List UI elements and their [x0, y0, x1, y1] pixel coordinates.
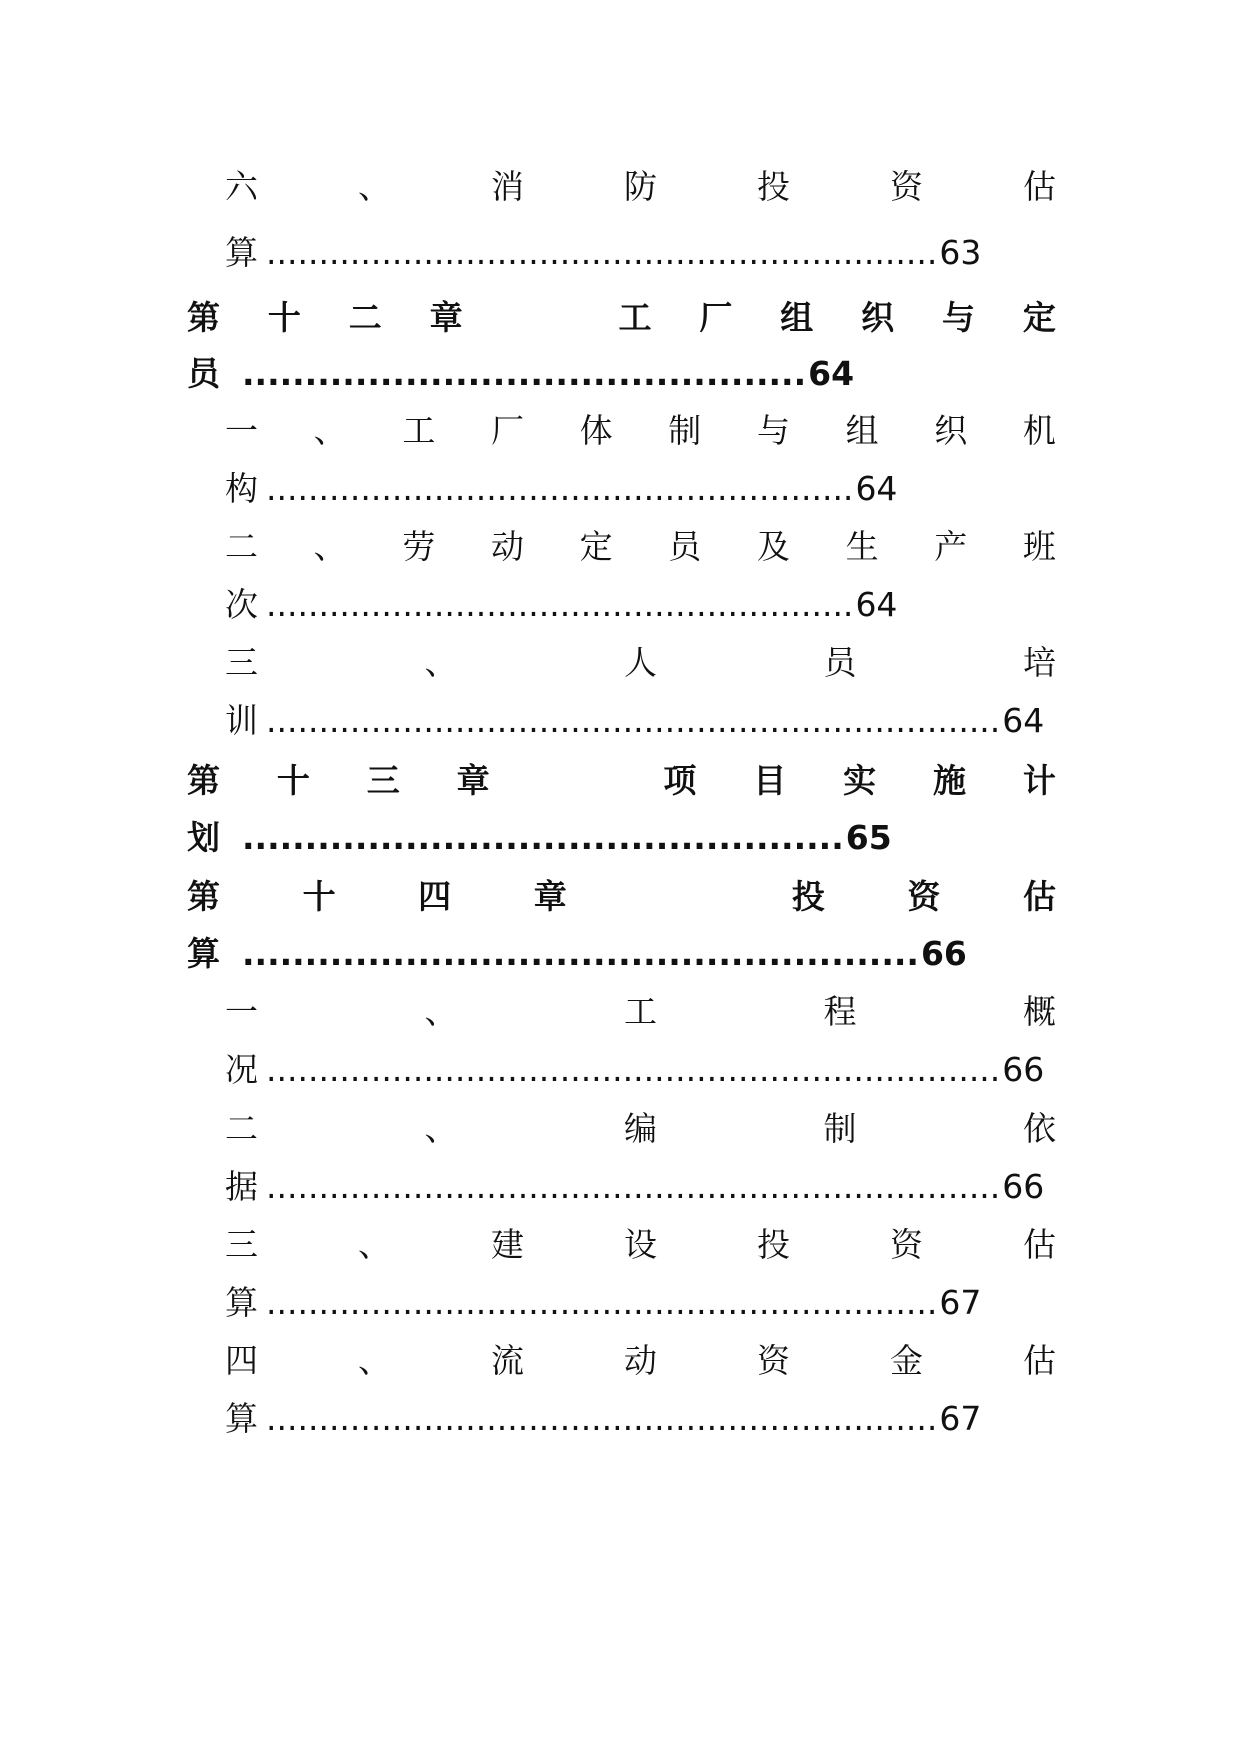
- heading-char: 计: [1022, 760, 1056, 800]
- heading-char: 估: [1023, 1340, 1056, 1380]
- dot-leader: ......................................................................: [266, 1166, 1001, 1206]
- heading-char: 、: [424, 991, 458, 1031]
- heading-char: 十: [276, 760, 310, 800]
- toc-entry-continuation[interactable]: [0, 1036, 1241, 1102]
- heading-char: 投: [757, 1224, 790, 1264]
- heading-char: 定: [1022, 297, 1056, 337]
- toc-entry-last-char: 划: [187, 817, 220, 857]
- toc-entry-last-char: 训: [225, 700, 258, 740]
- toc-entry-heading[interactable]: [0, 153, 1241, 219]
- heading-char: 、: [424, 642, 458, 682]
- toc-entry-last-char: 算: [225, 1282, 258, 1322]
- heading-char: 与: [756, 410, 790, 450]
- toc-page-number: 66: [1002, 1049, 1045, 1089]
- heading-char: 厂: [699, 297, 733, 337]
- toc-entry-continuation[interactable]: [0, 455, 1241, 521]
- heading-char: 资: [757, 1340, 790, 1380]
- heading-char: 十: [302, 876, 336, 916]
- heading-char: 三: [225, 1224, 258, 1264]
- heading-char: 一: [225, 991, 258, 1031]
- heading-char: 金: [890, 1340, 923, 1380]
- heading-char: 资: [890, 166, 923, 206]
- toc-page-number: 67: [939, 1282, 982, 1322]
- heading-char: 项: [663, 760, 697, 800]
- heading-char: 织: [861, 297, 895, 337]
- toc-entry-last-char: 员: [187, 353, 220, 393]
- dot-leader: .............................................: [242, 353, 807, 393]
- heading-char: 二: [225, 526, 258, 566]
- heading-char: 二: [348, 297, 382, 337]
- toc-page-number: 67: [939, 1398, 982, 1438]
- heading-char: 、: [358, 166, 391, 206]
- heading-char: 组: [780, 297, 814, 337]
- toc-entry-last-char: 据: [225, 1166, 258, 1206]
- heading-char: 、: [424, 1108, 458, 1148]
- heading-char: 实: [843, 760, 877, 800]
- toc-entry-continuation[interactable]: [0, 1269, 1241, 1335]
- toc-entry-last-char: 次: [225, 584, 258, 624]
- heading-char: 四: [225, 1340, 258, 1380]
- toc-page-number: 64: [808, 353, 855, 393]
- heading-char: 动: [490, 526, 524, 566]
- heading-char: 机: [1022, 410, 1056, 450]
- toc-page-number: 65: [845, 817, 892, 857]
- heading-char: 、: [313, 526, 347, 566]
- heading-char: 编: [624, 1108, 657, 1148]
- heading-char: 设: [624, 1224, 657, 1264]
- toc-entry-continuation[interactable]: [0, 571, 1241, 637]
- heading-char: 第: [187, 876, 220, 916]
- heading-char: 章: [456, 760, 490, 800]
- heading-char: 人: [624, 642, 657, 682]
- heading-char: 定: [579, 526, 613, 566]
- toc-entry-last-char: 算: [187, 933, 220, 973]
- heading-char: 厂: [490, 410, 524, 450]
- heading-char: 与: [942, 297, 976, 337]
- toc-entry-heading[interactable]: [0, 978, 1241, 1044]
- heading-char: 产: [934, 526, 968, 566]
- toc-entry-last-char: 算: [225, 1398, 258, 1438]
- heading-char: 及: [756, 526, 790, 566]
- heading-char: 消: [491, 166, 524, 206]
- heading-char: 投: [757, 166, 790, 206]
- dot-leader: ........................................................: [266, 468, 854, 508]
- toc-page-number: 64: [855, 468, 898, 508]
- toc-entry-last-char: 况: [225, 1049, 258, 1089]
- heading-char: 估: [1022, 876, 1056, 916]
- toc-entry-heading[interactable]: [0, 1095, 1241, 1161]
- heading-char: 制: [823, 1108, 857, 1148]
- heading-char: 十: [267, 297, 301, 337]
- heading-char: 三: [366, 760, 400, 800]
- heading-char: 第: [187, 760, 220, 800]
- toc-entry-heading[interactable]: [0, 513, 1241, 579]
- heading-char: 工: [624, 991, 657, 1031]
- heading-char: 动: [624, 1340, 657, 1380]
- dot-leader: ......................................................................: [266, 700, 1001, 740]
- heading-char: 章: [533, 876, 567, 916]
- heading-char: 流: [491, 1340, 524, 1380]
- heading-char: 、: [313, 410, 347, 450]
- heading-char: 六: [225, 166, 258, 206]
- heading-char: 估: [1023, 166, 1056, 206]
- toc-entry-heading[interactable]: [0, 1327, 1241, 1393]
- heading-char: 、: [358, 1340, 391, 1380]
- heading-char: 第: [187, 297, 220, 337]
- dot-leader: ......................................................: [242, 933, 919, 973]
- toc-entry-continuation[interactable]: [0, 1153, 1241, 1219]
- toc-entry-continuation[interactable]: [0, 219, 1241, 285]
- heading-char: 员: [668, 526, 702, 566]
- toc-chapter-continuation[interactable]: [0, 804, 1241, 870]
- heading-char: 依: [1023, 1108, 1056, 1148]
- toc-entry-continuation[interactable]: [0, 1385, 1241, 1451]
- heading-char: 员: [823, 642, 857, 682]
- dot-leader: ................................................................: [266, 232, 938, 272]
- dot-leader: ................................................: [242, 817, 844, 857]
- toc-entry-continuation[interactable]: [0, 687, 1241, 753]
- dot-leader: ................................................................: [266, 1282, 938, 1322]
- heading-char: 目: [753, 760, 787, 800]
- heading-char: 班: [1022, 526, 1056, 566]
- toc-entry-last-char: 构: [225, 468, 258, 508]
- heading-char: 体: [579, 410, 613, 450]
- heading-char: 生: [845, 526, 879, 566]
- heading-char: 概: [1023, 991, 1056, 1031]
- heading-char: 三: [225, 642, 258, 682]
- heading-char: 防: [624, 166, 657, 206]
- dot-leader: ........................................................: [266, 584, 854, 624]
- heading-char: 二: [225, 1108, 258, 1148]
- heading-char: 施: [933, 760, 966, 800]
- toc-entry-heading[interactable]: [0, 629, 1241, 695]
- heading-char: 资: [890, 1224, 923, 1264]
- toc-chapter-continuation[interactable]: [0, 920, 1241, 986]
- heading-char: 资: [907, 876, 941, 916]
- heading-char: 程: [823, 991, 857, 1031]
- toc-page-number: 66: [1002, 1166, 1045, 1206]
- heading-char: 工: [618, 297, 652, 337]
- heading-char: 一: [225, 410, 258, 450]
- dot-leader: ................................................................: [266, 1398, 938, 1438]
- toc-page-number: 66: [920, 933, 967, 973]
- toc-page-number: 63: [939, 232, 982, 272]
- heading-char: 培: [1023, 642, 1056, 682]
- heading-char: 章: [429, 297, 463, 337]
- toc-entry-heading[interactable]: [0, 397, 1241, 463]
- toc-page-number: 64: [1002, 700, 1045, 740]
- heading-char: 织: [934, 410, 968, 450]
- toc-entry-last-char: 算: [225, 232, 258, 272]
- dot-leader: ......................................................................: [266, 1049, 1001, 1089]
- heading-char: 、: [358, 1224, 391, 1264]
- heading-char: 四: [418, 876, 452, 916]
- heading-char: 工: [402, 410, 436, 450]
- heading-char: 组: [845, 410, 879, 450]
- toc-entry-heading[interactable]: [0, 1211, 1241, 1277]
- heading-char: 劳: [402, 526, 436, 566]
- heading-char: 制: [668, 410, 702, 450]
- heading-char: 投: [791, 876, 825, 916]
- heading-char: 建: [491, 1224, 524, 1264]
- heading-char: 估: [1023, 1224, 1056, 1264]
- toc-page-number: 64: [855, 584, 898, 624]
